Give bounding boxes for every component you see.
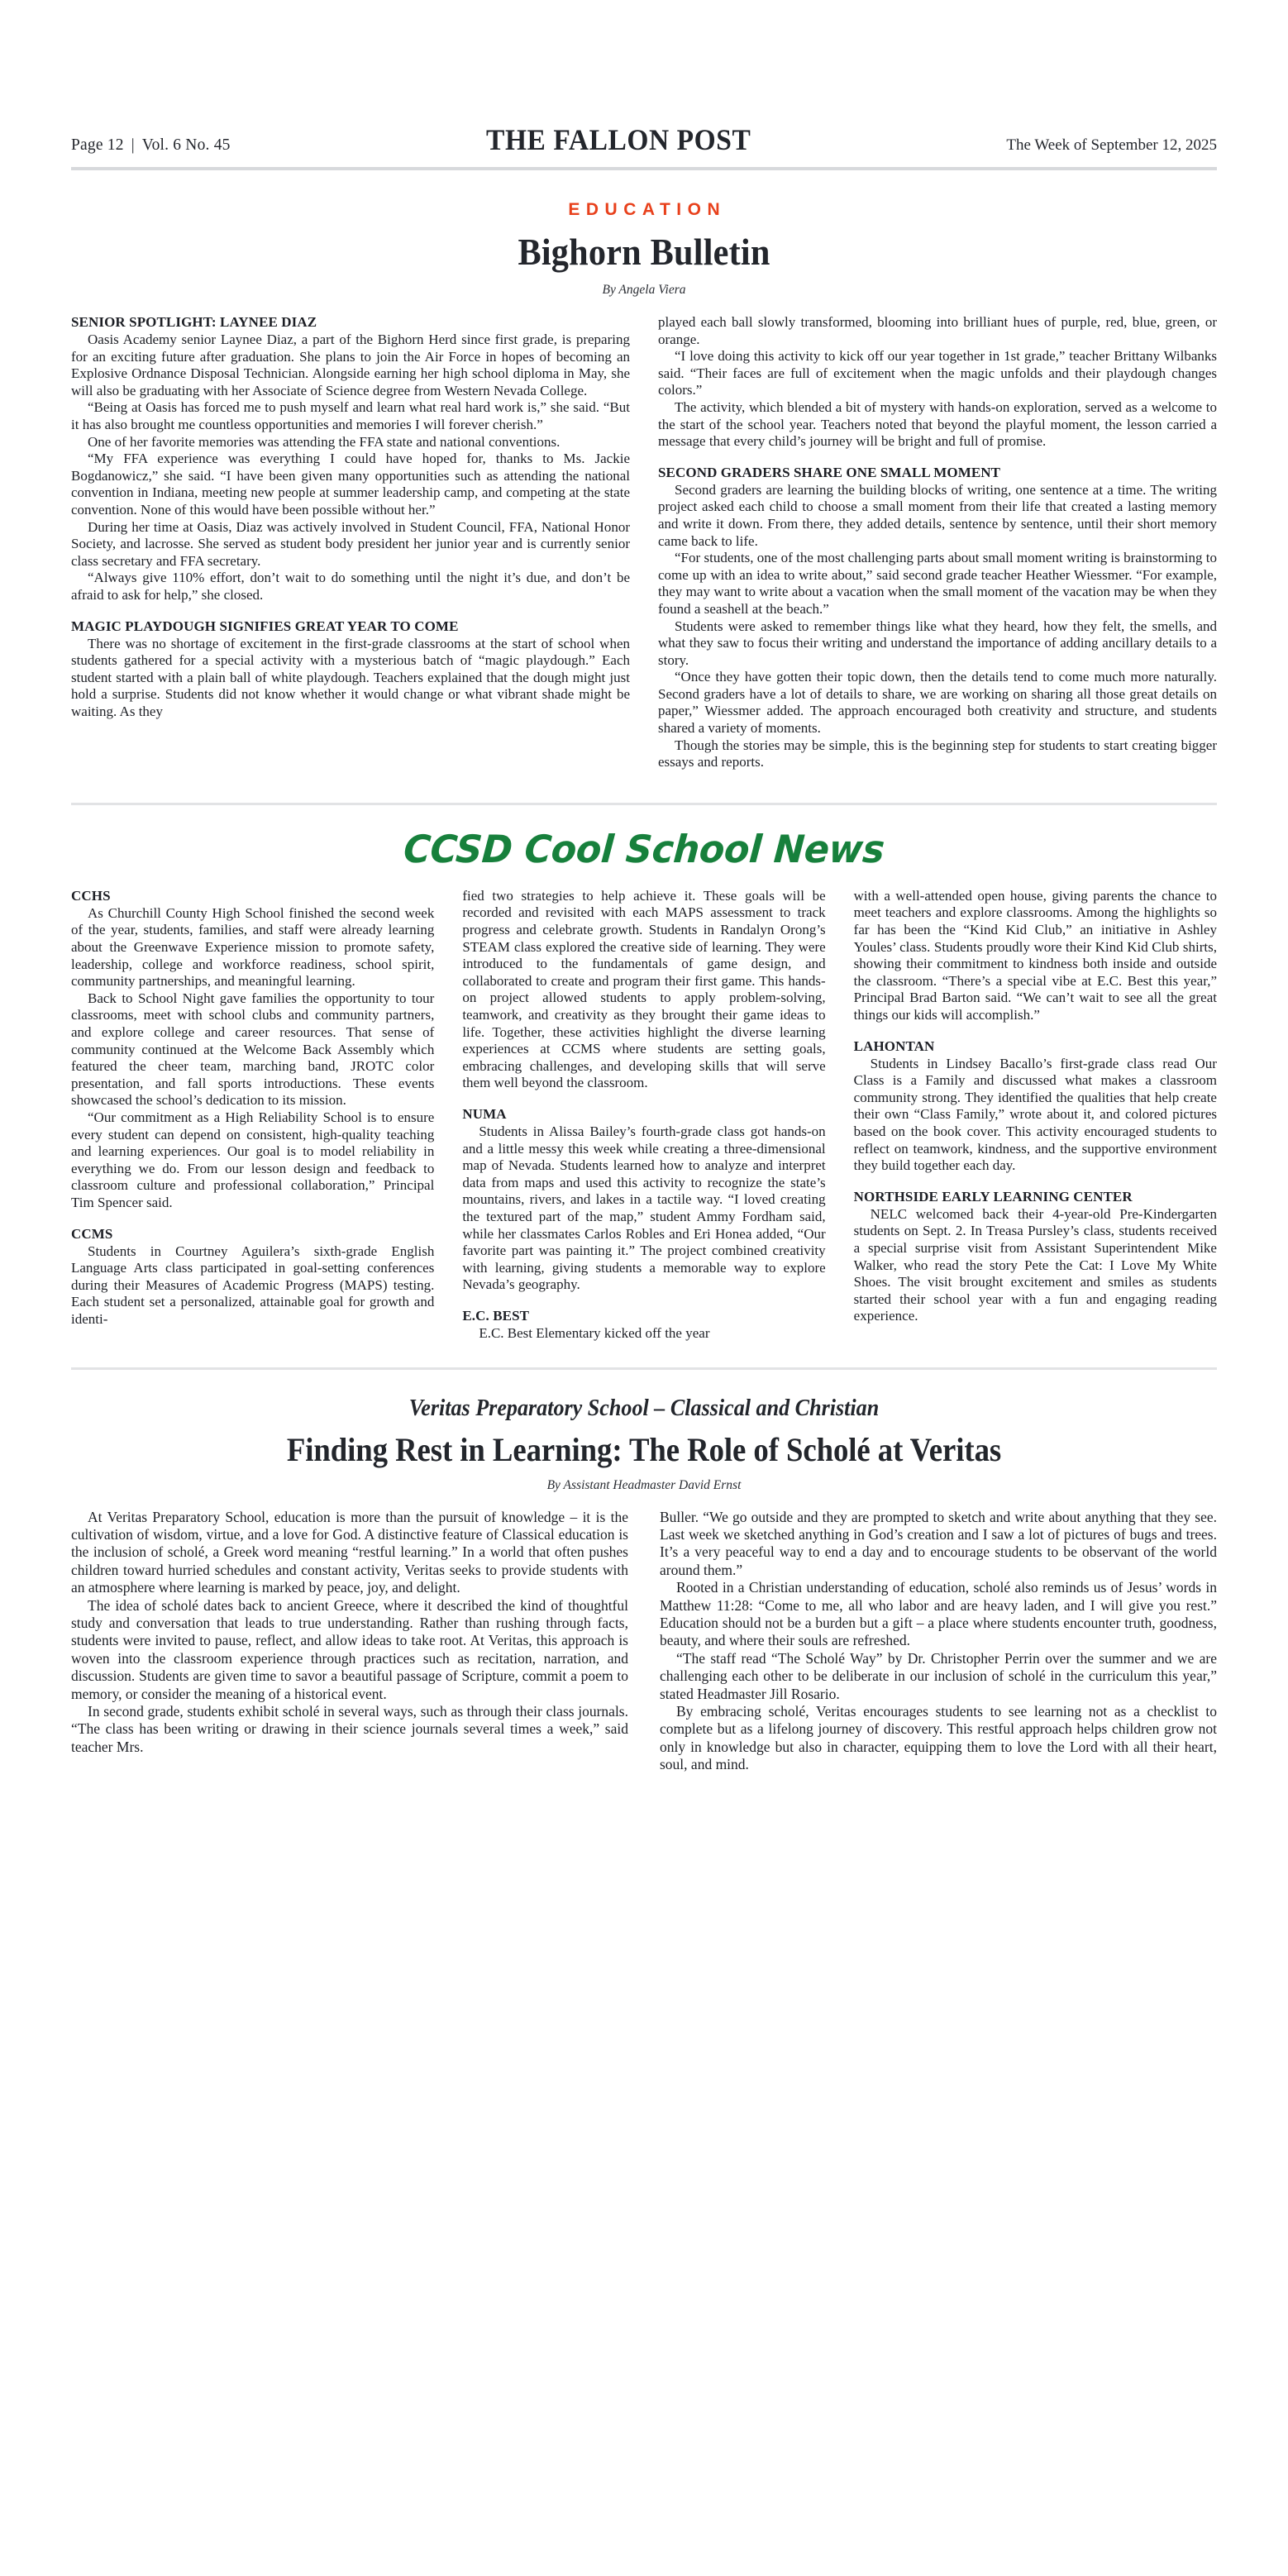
veritas-byline: By Assistant Headmaster David Ernst [546, 1477, 742, 1492]
bighorn-byline: By Angela Viera [602, 283, 686, 297]
veritas-headline: Finding Rest in Learning: The Role of Scholé at Veritas [286, 1430, 1002, 1468]
bighorn-column-2 [658, 314, 1217, 771]
article-paragraph: Oasis Academy senior Laynee Diaz, a part of the Bighorn Herd since first grade, is preparing for an exciting future after graduation. She plans to join the Air Force in hopes of becoming an Explosive Ordnance Disposal Technician. Alongside earning her high school diploma in May, she will also be graduating with her Associate of Science degree from Western Nevada College. [71, 332, 630, 398]
veritas-subtitle: Veritas Preparatory School – Classical and Christian [408, 1394, 880, 1421]
article-paragraph: NELC welcomed back their 4-year-old Pre-Kindergarten students on Sept. 2. In Treasa Pursley’s class, students received a special surprise visit from Assistant Superintendent Mike Walker, who read the story Pete the Cat: I Love My White Shoes. The visit brought excitement and smiles as students started their school year with a fun and engaging reading experience. [853, 1205, 1217, 1324]
article-paragraph: At Veritas Preparatory School, education is more than the pursuit of knowledge – it is the cultivation of wisdom, virtue, and a love for God. A distinctive feature of Classical education is the inclusion of scholé, a Greek word meaning “restful learning.” In a world that often pushes children toward hurried schedules and constant activity, Veritas seeks to provide students with an atmosphere where learning is marked by peace, joy, and delight. [71, 1508, 628, 1596]
article-subhead: CCMS [71, 1225, 113, 1242]
article-subhead: NORTHSIDE EARLY LEARNING CENTER [853, 1188, 1133, 1205]
ccsd-section-header: CCSD Cool School News [402, 826, 886, 871]
issue-date: The Week of September 12, 2025 [1006, 136, 1217, 154]
article-paragraph: “I love doing this activity to kick off our year together in 1st grade,” teacher Brittany Wilbanks said. “Their faces are full of excitement when the magic unfolds and their playdough changes colors.” [658, 348, 1217, 398]
article-subhead: LAHONTAN [853, 1038, 935, 1054]
divider-after-ccsd [71, 1367, 1217, 1370]
article-paragraph: “Our commitment as a High Reliability School is to ensure every student can depend on consistent, high-quality teaching and learning experiences. Our goal is to model reliability in everything we do. From our lesson design and feedback to classroom culture and professional collaboration,” Principal Tim Spencer said. [71, 1109, 435, 1210]
article-paragraph: Students were asked to remember things like what they heard, how they felt, the smells, and what they saw to focus their writing and understand the importance of adding ancillary details to a story. [658, 618, 1217, 668]
page-number-label: Page 12 [71, 136, 124, 154]
veritas-column-2 [660, 1509, 1217, 1774]
masthead-separator: | [131, 136, 135, 154]
article-subhead: NUMA [462, 1105, 507, 1122]
veritas-column-1 [71, 1509, 628, 1774]
article-paragraph: Rooted in a Christian understanding of education, scholé also reminds us of Jesus’ words in Matthew 11:28: “Come to me, all who labor and are heavy laden, and I will give you rest.” Education should not be a burden but a gift – a place where students encounter truth, goodness, beauty, and where their souls are refreshed. [660, 1579, 1217, 1649]
bighorn-column-1 [71, 314, 630, 771]
article-paragraph: There was no shortage of excitement in the first-grade classrooms at the start of school when students gathered for a special activity with a mysterious batch of “magic playdough.” Each student started with a plain ball of white playdough. Teachers explained that the dough might just hold a surprise. Students did not know whether it would change or what vibrant shade might be waiting. As they [71, 635, 630, 719]
publication-title: THE FALLON POST [485, 123, 751, 156]
article-paragraph: Second graders are learning the building blocks of writing, one sentence at a time. The writing project asked each child to choose a small moment from their life that created a lasting memory and write it down. From there, they added details, sentence by sentence, until their short memory came back to life. [658, 481, 1217, 549]
article-paragraph: Students in Alissa Bailey’s fourth-grade class got hands-on and a little messy this week while creating a three-dimensional map of Nevada. Students learned how to analyze and interpret data from maps and used this activity to recognize the state’s mountains, rivers, and lakes in a tactile way. “I loved creating the textured part of the map,” student Ammy Fordham said, while her classmates Carlos Robles and Eri Honea added, “Our favorite part was painting it.” The project combined creativity with learning, giving students a memorable way to explore Nevada’s geography. [462, 1123, 826, 1293]
bighorn-headline: Bighorn Bulletin [518, 231, 770, 273]
volume-label: Vol. 6 No. 45 [141, 136, 231, 154]
article-paragraph: fied two strategies to help achieve it. These goals will be recorded and revisited with each MAPS assessment to track progress and celebrate growth. Students in Randalyn Orong’s STEAM class explored the creative side of learning. They were introduced to the fundamentals of game design, and collaborated to create and program their first game. This hands-on project allowed students to apply problem-solving, teamwork, and creativity as they brought their game ideas to life. Together, these activities highlight the diverse learning experiences at CCMS where students are setting goals, embracing challenges, and developing skills that will serve them well beyond the classroom. [462, 887, 826, 1091]
article-paragraph: “Always give 110% effort, don’t wait to do something until the night it’s due, and don’t be afraid to ask for help,” she closed. [71, 570, 630, 603]
divider-after-bighorn [71, 803, 1217, 805]
article-subhead: SECOND GRADERS SHARE ONE SMALL MOMENT [658, 464, 1001, 480]
article-paragraph: The activity, which blended a bit of mystery with hands-on exploration, served as a welcome to the start of the school year. Teachers noted that beyond the playful moment, the lesson carried a message that every child’s journey will be bright and full of promise. [658, 398, 1217, 450]
ccsd-column-2 [462, 888, 825, 1343]
article-subhead: MAGIC PLAYDOUGH SIGNIFIES GREAT YEAR TO COME [71, 618, 459, 634]
article-paragraph: E.C. Best Elementary kicked off the year [479, 1324, 710, 1341]
article-paragraph: By embracing scholé, Veritas encourages students to see learning not as a checklist to complete but as a lifelong journey of discovery. This restful approach helps children grow not only in knowledge but also in character, equipping them to love the Lord with all their heart, soul, and mind. [660, 1702, 1217, 1773]
article-paragraph: “My FFA experience was everything I could have hoped for, thanks to Ms. Jackie Bogdanowicz,” she said. “I have been given many opportunities such as attending the national convention in Indiana, meeting new people at summer leadership camp, and competing at the state convention. None of this would have been possible without her.” [71, 451, 630, 518]
masthead [71, 0, 1217, 157]
article-paragraph: “For students, one of the most challenging parts about small moment writing is brainstorming to come up with an idea to write about,” said second grade teacher Heather Wiessmer. “For example, they may want to write about a vacation when the small moment of the vacation may be when they found a seashell at the beach.” [658, 550, 1217, 617]
bighorn-columns [71, 314, 1217, 771]
article-paragraph: Back to School Night gave families the opportunity to tour classrooms, meet with school clubs and community partners, and explore college and career resources. That sense of community continued at the Welcome Back Assembly which featured the cheer team, marching band, JROTC color presentation, and fall sports introductions. These events showcased the school’s dedication to its mission. [71, 990, 435, 1109]
veritas-columns [71, 1509, 1217, 1774]
article-paragraph: with a well-attended open house, giving parents the chance to meet teachers and explore classrooms. Among the highlights so far has been the “Kind Kid Club,” an initiative in Ashley Youles’ class. Students proudly wore their Kind Kid Club shirts, showing their commitment to kindness both inside and outside the classroom. “There’s a special vibe at E.C. Best this year,” Principal Brad Barton said. “We can’t wait to see all the great things our kids will accomplish.” [853, 887, 1217, 1023]
article-subhead: CCHS [71, 887, 111, 904]
article-subhead: SENIOR SPOTLIGHT: LAYNEE DIAZ [71, 314, 317, 330]
masthead-rule [71, 167, 1217, 170]
article-subhead: E.C. BEST [462, 1307, 530, 1324]
article-paragraph: The idea of scholé dates back to ancient Greece, where it described the kind of thoughtful study and conversation that leads to true understanding. Rather than rushing through facts, students were invited to pause, reflect, and allow ideas to take root. At Veritas, this approach is woven into the classroom experience through practices such as recitation, narration, and discussion. Students are given time to savor a beautiful passage of Scripture, commit a poem to memory, or consider the meaning of a historical event. [71, 1596, 628, 1702]
article-paragraph: As Churchill County High School finished the second week of the year, students, families, and staff were already learning about the Greenwave Experience mission to promote safety, leadership, college and workforce readiness, school spirit, community partnerships, and meaningful learning. [71, 904, 435, 990]
article-paragraph: Though the stories may be simple, this is the beginning step for students to start creating bigger essays and reports. [658, 737, 1217, 770]
article-paragraph: During her time at Oasis, Diaz was actively involved in Student Council, FFA, National Honor Society, and lacrosse. She served as student body president her junior year and is currently senior class secretary and FFA secretary. [71, 518, 630, 569]
section-kicker-education: EDUCATION [568, 200, 727, 219]
ccsd-columns [71, 888, 1217, 1343]
article-paragraph: “Once they have gotten their topic down, then the details tend to come much more naturally. Second graders have a lot of details to share, we are working on sharing all those great details on paper,” Wiessmer added. The approach encouraged both creativity and structure, and students shared a variety of moments. [658, 669, 1217, 737]
article-paragraph: Buller. “We go outside and they are prompted to sketch and write about anything that they see. Last week we sketched anything in God’s creation and I saw a lot of pictures of bugs and trees. It’s a very peaceful way to end a day and to encourage students to be observant of the world around them.” [660, 1508, 1217, 1578]
article-paragraph: In second grade, students exhibit scholé in several ways, such as through their class journals. “The class has been writing or drawing in their science journals several times a week,” said teacher Mrs. [71, 1702, 628, 1755]
masthead-page-info [71, 136, 231, 155]
article-paragraph: One of her favorite memories was attending the FFA state and national conventions. [88, 433, 561, 450]
ccsd-column-1 [71, 888, 434, 1343]
article-paragraph: Students in Courtney Aguilera’s sixth-grade English Language Arts class participated in goal-setting conferences during their Measures of Academic Progress (MAPS) testing. Each student set a personalized, attainable goal for growth and identi- [71, 1243, 435, 1327]
article-paragraph: Students in Lindsey Bacallo’s first-grade class read Our Class is a Family and discussed what makes a classroom community strong. They identified the qualities that help create their own “Class Family,” wrote about it, and colored pictures based on the book cover. This activity encouraged students to reflect on teamwork, kindness, and the supportive environment they build together each day. [853, 1055, 1217, 1174]
article-paragraph: played each ball slowly transformed, blooming into brilliant hues of purple, red, blue, green, or orange. [658, 314, 1217, 347]
article-paragraph: “Being at Oasis has forced me to push myself and learn what real hard work is,” she said. “But it has also brought me countless opportunities and memories I will forever cherish.” [71, 399, 630, 432]
article-paragraph: “The staff read “The Scholé Way” by Dr. Christopher Perrin over the summer and we are challenging each other to be deliberate in our inclusion of scholé in the curriculum this year,” stated Headmaster Jill Rosario. [660, 1649, 1217, 1702]
ccsd-column-3 [854, 888, 1217, 1343]
